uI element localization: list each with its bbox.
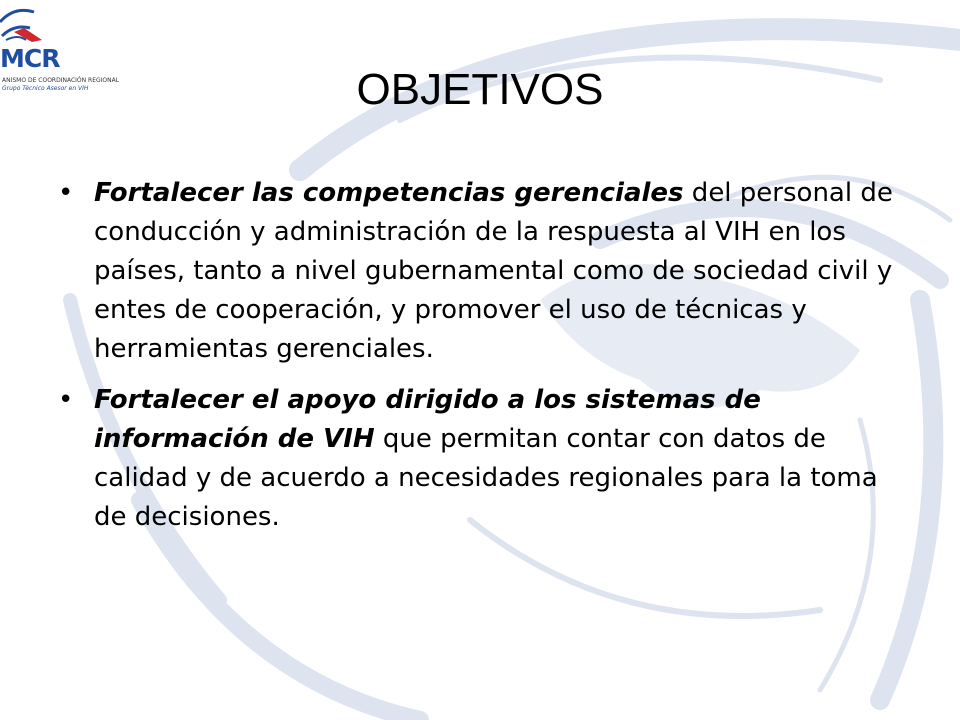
list-item [58, 174, 904, 369]
slide-title: OBJETIVOS [356, 65, 604, 114]
bullet-icon: • [58, 178, 74, 208]
logo-subtitle: Grupo Técnico Asesor en VIH [2, 85, 89, 92]
bullet-text: que permitan contar con datos de calidad y de acuerdo a necesidades regionales para la toma de decisiones. [94, 424, 878, 532]
objectives-list [58, 174, 904, 549]
bullet-text: del personal de conducción y administración de la respuesta al VIH en los países, tanto a nivel gubernamental como de sociedad civil y entes de cooperación, y promover el uso de técnicas y herramientas gerenciales. [94, 178, 893, 364]
logo-acronym: MCR [0, 44, 60, 73]
bullet-icon: • [58, 385, 74, 415]
bullet-emphasis: Fortalecer las competencias gerenciales [94, 178, 684, 208]
list-item [58, 381, 904, 537]
logo-tagline: ANISMO DE COORDINACIÓN REGIONAL [2, 77, 120, 84]
bullet-emphasis: Fortalecer el apoyo dirigido a los sistemas de información de VIH [94, 385, 761, 454]
